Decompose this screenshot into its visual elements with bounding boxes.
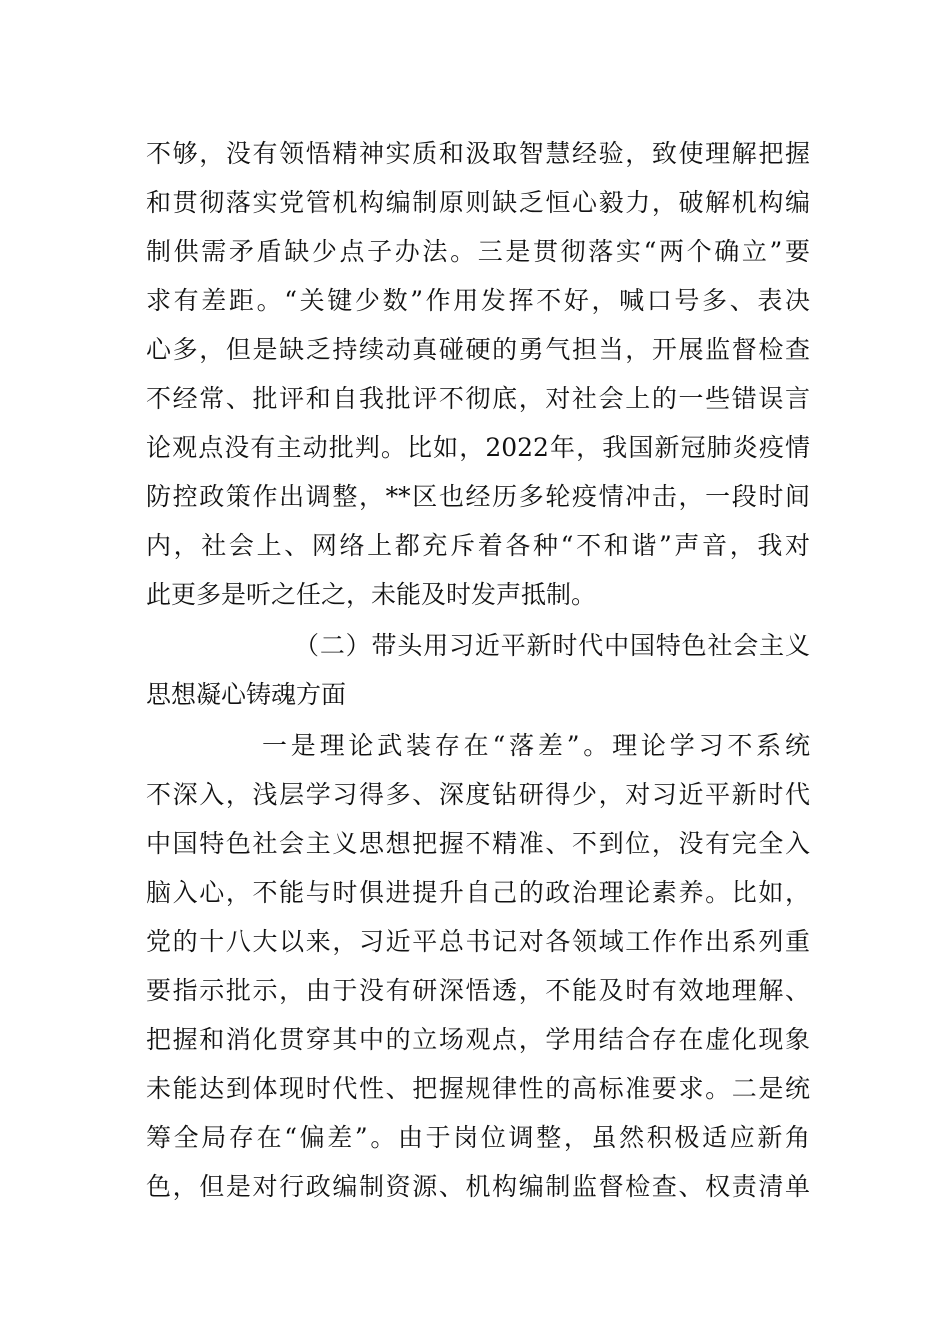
text-line: 求有差距。“关键少数”作用发挥不好，喊口号多、表决 (146, 286, 810, 315)
text-line: 中国特色社会主义思想把握不精准、不到位，没有完全入 (146, 829, 810, 858)
text-line: 脑入心，不能与时俱进提升自己的政治理论素养。比如， (146, 878, 810, 907)
paragraph-first-line: 一是理论武装存在“落差”。理论学习不系统 (262, 731, 810, 760)
text-line: 和贯彻落实党管机构编制原则缺乏恒心毅力，破解机构编 (146, 188, 810, 217)
text-line: 防控政策作出调整，**区也经历多轮疫情冲击，一段时间 (146, 482, 810, 511)
text-line: 心多，但是缺乏持续动真碰硬的勇气担当，开展监督检查 (146, 335, 810, 364)
section-heading: （二）带头用习近平新时代中国特色社会主义 (294, 631, 810, 660)
text-line: 不够，没有领悟精神实质和汲取智慧经验，致使理解把握 (146, 139, 810, 168)
text-line: 不深入，浅层学习得多、深度钻研得少，对习近平新时代 (146, 780, 810, 809)
text-line: 把握和消化贯穿其中的立场观点，学用结合存在虚化现象 (146, 1025, 810, 1054)
text-line: 制供需矛盾缺少点子办法。三是贯彻落实“两个确立”要 (146, 237, 810, 266)
text-line: 色，但是对行政编制资源、机构编制监督检查、权责清单 (146, 1172, 810, 1201)
text-line: 未能达到体现时代性、把握规律性的高标准要求。二是统 (146, 1074, 810, 1103)
text-line: 党的十八大以来，习近平总书记对各领域工作作出系列重 (146, 927, 810, 956)
section-heading-continued: 思想凝心铸魂方面 (146, 680, 347, 709)
text-line: 论观点没有主动批判。比如，2022年，我国新冠肺炎疫情 (146, 433, 810, 462)
paragraph-last-line: 此更多是听之任之，未能及时发声抵制。 (146, 580, 597, 609)
text-line: 不经常、批评和自我批评不彻底，对社会上的一些错误言 (146, 384, 810, 413)
text-line: 筹全局存在“偏差”。由于岗位调整，虽然积极适应新角 (146, 1123, 810, 1152)
text-line: 要指示批示，由于没有研深悟透，不能及时有效地理解、 (146, 976, 810, 1005)
text-line: 内，社会上、网络上都充斥着各种“不和谐”声音，我对 (146, 531, 810, 560)
